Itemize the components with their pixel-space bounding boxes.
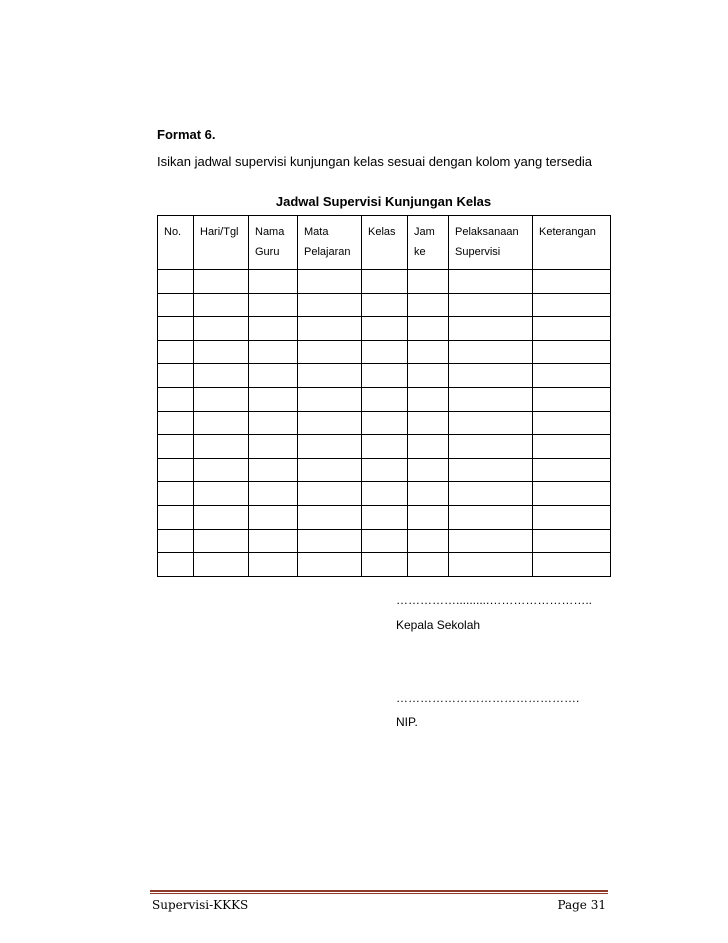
- table-cell: [158, 387, 194, 411]
- table-cell: [158, 482, 194, 506]
- table-cell: [449, 293, 533, 317]
- table-cell: [194, 387, 249, 411]
- table-cell: [298, 529, 362, 553]
- table-cell: [362, 364, 408, 388]
- table-cell: [533, 505, 611, 529]
- table-cell: [362, 529, 408, 553]
- table-cell: [362, 317, 408, 341]
- table-title: Jadwal Supervisi Kunjungan Kelas: [275, 194, 492, 209]
- table-cell: [298, 293, 362, 317]
- table-cell: [533, 387, 611, 411]
- signature-nip: NIP.: [396, 715, 418, 729]
- table-cell: [194, 411, 249, 435]
- table-cell: [408, 458, 449, 482]
- table-row: [158, 387, 611, 411]
- table-header-row: [158, 216, 611, 270]
- table-cell: [249, 387, 298, 411]
- table-cell: [362, 435, 408, 459]
- table-row: [158, 482, 611, 506]
- table-cell: [449, 458, 533, 482]
- table-cell: [194, 270, 249, 294]
- table-cell: [362, 553, 408, 577]
- table-row: [158, 553, 611, 577]
- table-cell: [408, 364, 449, 388]
- table-cell: [249, 505, 298, 529]
- table-cell: [298, 364, 362, 388]
- table-cell: [408, 293, 449, 317]
- table-cell: [298, 505, 362, 529]
- signature-name-line: ……………………………………….: [396, 691, 580, 705]
- table-body: [158, 270, 611, 577]
- table-cell: [194, 482, 249, 506]
- table-cell: [533, 270, 611, 294]
- table-cell: [533, 364, 611, 388]
- schedule-table: [157, 215, 611, 577]
- header-cell-jam-ke: Jam ke: [408, 216, 449, 270]
- table-cell: [362, 411, 408, 435]
- table-cell: [298, 411, 362, 435]
- footer-page-number: Page 31: [557, 898, 606, 912]
- signature-role: Kepala Sekolah: [396, 618, 481, 632]
- table-cell: [449, 270, 533, 294]
- table-cell: [158, 364, 194, 388]
- table-cell: [533, 317, 611, 341]
- table-cell: [408, 529, 449, 553]
- table-cell: [449, 364, 533, 388]
- table-cell: [194, 505, 249, 529]
- header-cell-nama-guru: Nama Guru: [249, 216, 298, 270]
- format-title: Format 6.: [157, 127, 216, 142]
- table-cell: [158, 435, 194, 459]
- table-cell: [362, 293, 408, 317]
- table-cell: [158, 340, 194, 364]
- table-cell: [362, 387, 408, 411]
- table-cell: [194, 458, 249, 482]
- table-cell: [158, 411, 194, 435]
- table-cell: [533, 529, 611, 553]
- table-cell: [249, 270, 298, 294]
- table-cell: [194, 364, 249, 388]
- table-cell: [449, 340, 533, 364]
- table-cell: [158, 293, 194, 317]
- table-cell: [194, 340, 249, 364]
- table-cell: [362, 458, 408, 482]
- table-cell: [533, 435, 611, 459]
- table-cell: [533, 293, 611, 317]
- table-row: [158, 317, 611, 341]
- table-cell: [408, 482, 449, 506]
- table-cell: [362, 482, 408, 506]
- table-cell: [362, 340, 408, 364]
- table-cell: [194, 529, 249, 553]
- table-cell: [408, 435, 449, 459]
- table-cell: [249, 435, 298, 459]
- table-cell: [249, 340, 298, 364]
- header-cell-mata-pelajaran: Mata Pelajaran: [298, 216, 362, 270]
- table-cell: [194, 553, 249, 577]
- table-cell: [533, 340, 611, 364]
- table-cell: [298, 553, 362, 577]
- table-cell: [298, 340, 362, 364]
- table-cell: [298, 317, 362, 341]
- table-cell: [408, 270, 449, 294]
- header-cell-keterangan: Keterangan: [533, 216, 611, 270]
- table-cell: [158, 553, 194, 577]
- table-row: [158, 270, 611, 294]
- instruction-text: Isikan jadwal supervisi kunjungan kelas sesuai dengan kolom yang tersedia: [157, 154, 593, 169]
- table-row: [158, 293, 611, 317]
- table-cell: [158, 529, 194, 553]
- table-cell: [449, 317, 533, 341]
- header-cell-no: No.: [158, 216, 194, 270]
- table-cell: [249, 293, 298, 317]
- table-cell: [298, 482, 362, 506]
- footer-rule-thin: [150, 893, 608, 894]
- table-cell: [408, 505, 449, 529]
- table-row: [158, 340, 611, 364]
- table-cell: [158, 270, 194, 294]
- table-cell: [249, 317, 298, 341]
- table-cell: [408, 317, 449, 341]
- table-cell: [362, 270, 408, 294]
- table-cell: [158, 458, 194, 482]
- table-cell: [408, 553, 449, 577]
- table-cell: [194, 435, 249, 459]
- footer-rule: [150, 890, 608, 892]
- table-cell: [249, 364, 298, 388]
- table-cell: [449, 529, 533, 553]
- table-cell: [249, 482, 298, 506]
- header-cell-hari-tgl: Hari/Tgl: [194, 216, 249, 270]
- table-cell: [362, 505, 408, 529]
- signature-date-line: ……………..........……………………..: [396, 593, 593, 607]
- table-cell: [158, 505, 194, 529]
- table-cell: [449, 411, 533, 435]
- table-cell: [408, 340, 449, 364]
- table-cell: [249, 411, 298, 435]
- table-cell: [449, 505, 533, 529]
- table-row: [158, 435, 611, 459]
- table-cell: [298, 458, 362, 482]
- table-cell: [449, 553, 533, 577]
- table-cell: [298, 387, 362, 411]
- table-cell: [449, 482, 533, 506]
- table-row: [158, 364, 611, 388]
- table-row: [158, 529, 611, 553]
- table-cell: [194, 293, 249, 317]
- table-cell: [533, 458, 611, 482]
- table-cell: [449, 435, 533, 459]
- table-cell: [408, 387, 449, 411]
- table-cell: [249, 553, 298, 577]
- table-cell: [298, 270, 362, 294]
- table-cell: [533, 482, 611, 506]
- table-cell: [194, 317, 249, 341]
- table-row: [158, 411, 611, 435]
- table-row: [158, 458, 611, 482]
- table-cell: [249, 458, 298, 482]
- table-cell: [408, 411, 449, 435]
- table-row: [158, 505, 611, 529]
- table-cell: [249, 529, 298, 553]
- table-cell: [449, 387, 533, 411]
- footer-left-text: Supervisi-KKKS: [152, 898, 249, 912]
- table-cell: [533, 553, 611, 577]
- table-cell: [158, 317, 194, 341]
- table-cell: [298, 435, 362, 459]
- header-cell-kelas: Kelas: [362, 216, 408, 270]
- table-cell: [533, 411, 611, 435]
- header-cell-pelaksanaan-supervisi: Pelaksanaan Supervisi: [449, 216, 533, 270]
